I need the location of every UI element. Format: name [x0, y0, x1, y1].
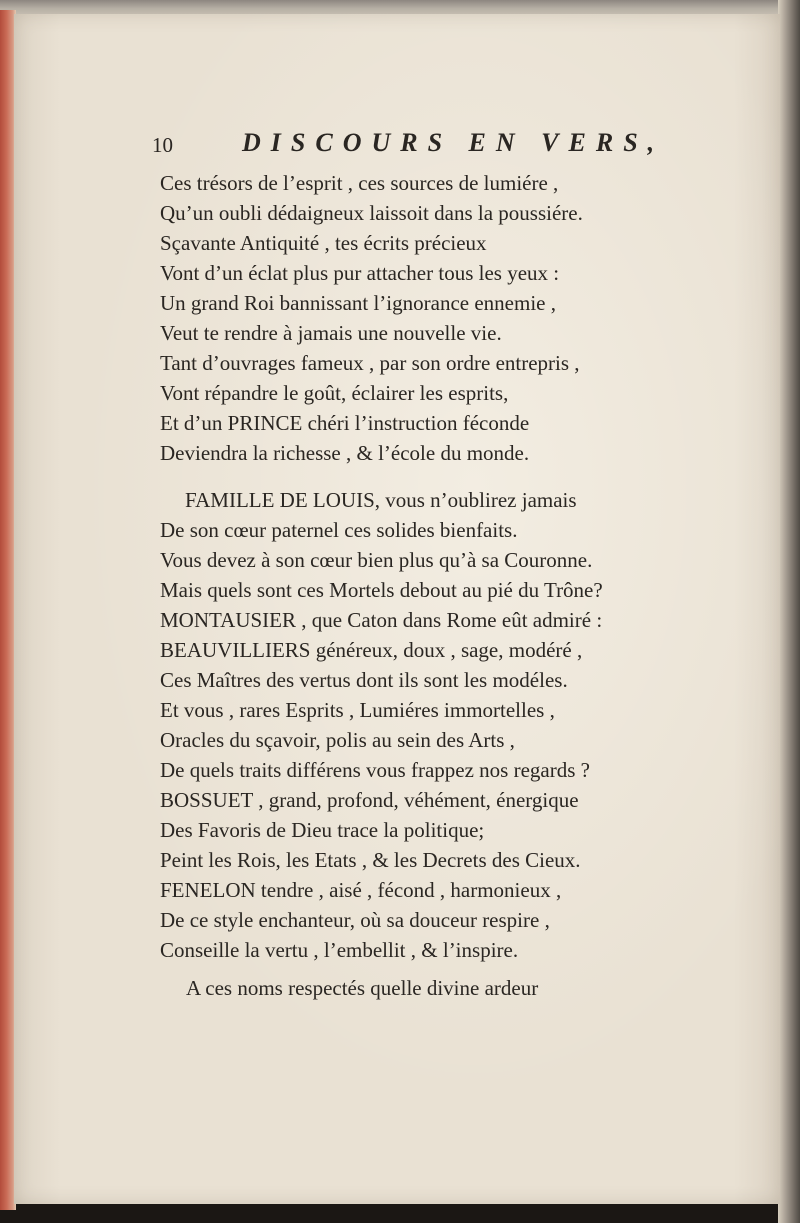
verse-line: Vont répandre le goût, éclairer les esprits,	[160, 381, 509, 405]
verse-line: Et vous , rares Esprits , Lumiéres immortelles ,	[160, 698, 555, 722]
catchline	[186, 973, 538, 1003]
verse-line: BEAUVILLIERS généreux, doux , sage, modéré ,	[160, 638, 583, 662]
verse-line: Vous devez à son cœur bien plus qu’à sa Couronne.	[160, 548, 593, 572]
verse-line: De quels traits différens vous frappez nos regards ?	[160, 758, 590, 782]
catchline-text: A ces noms respectés quelle divine ardeur	[186, 976, 539, 1000]
verse-line: Veut te rendre à jamais une nouvelle vie.	[160, 321, 502, 345]
verse-line: Ces Maîtres des vertus dont ils sont les modéles.	[160, 668, 568, 692]
stanza-2	[160, 485, 603, 965]
page-header	[152, 125, 665, 165]
page-number: 10	[152, 133, 173, 157]
verse-line: FAMILLE DE LOUIS, vous n’oublirez jamais	[185, 488, 577, 512]
verse-line: BOSSUET , grand, profond, véhément, énergique	[160, 788, 579, 812]
verse-line: Mais quels sont ces Mortels debout au pié du Trône?	[160, 578, 603, 602]
verse-line: Peint les Rois, les Etats , & les Decrets des Cieux.	[160, 848, 581, 872]
verse-line: De ce style enchanteur, où sa douceur respire ,	[160, 908, 550, 932]
verse-line: Vont d’un éclat plus pur attacher tous les yeux :	[160, 261, 560, 285]
verse-line: Qu’un oubli dédaigneux laissoit dans la poussiére.	[160, 201, 583, 225]
verse-line: MONTAUSIER , que Caton dans Rome eût admiré :	[160, 608, 603, 632]
verse-line: Sçavante Antiquité , tes écrits précieux	[160, 231, 487, 255]
verse-line: Oracles du sçavoir, polis au sein des Arts ,	[160, 728, 515, 752]
stanza-1	[160, 168, 583, 468]
verse-line: Ces trésors de l’esprit , ces sources de lumiére ,	[160, 171, 559, 195]
verse-line: Et d’un PRINCE chéri l’instruction féconde	[160, 411, 530, 435]
verse-line: Un grand Roi bannissant l’ignorance ennemie ,	[160, 291, 556, 315]
book-right-edge	[778, 0, 800, 1223]
verse-line: Deviendra la richesse , & l’école du monde.	[160, 441, 530, 465]
verse-line: Conseille la vertu , l’embellit , & l’inspire.	[160, 938, 519, 962]
verse-line: FENELON tendre , aisé , fécond , harmonieux ,	[160, 878, 562, 902]
verse-line: Des Favoris de Dieu trace la politique;	[160, 818, 485, 842]
verse-line: Tant d’ouvrages fameux , par son ordre entrepris ,	[160, 351, 580, 375]
verse-line: De son cœur paternel ces solides bienfaits.	[160, 518, 518, 542]
running-title: DISCOURS EN VERS,	[242, 128, 665, 157]
